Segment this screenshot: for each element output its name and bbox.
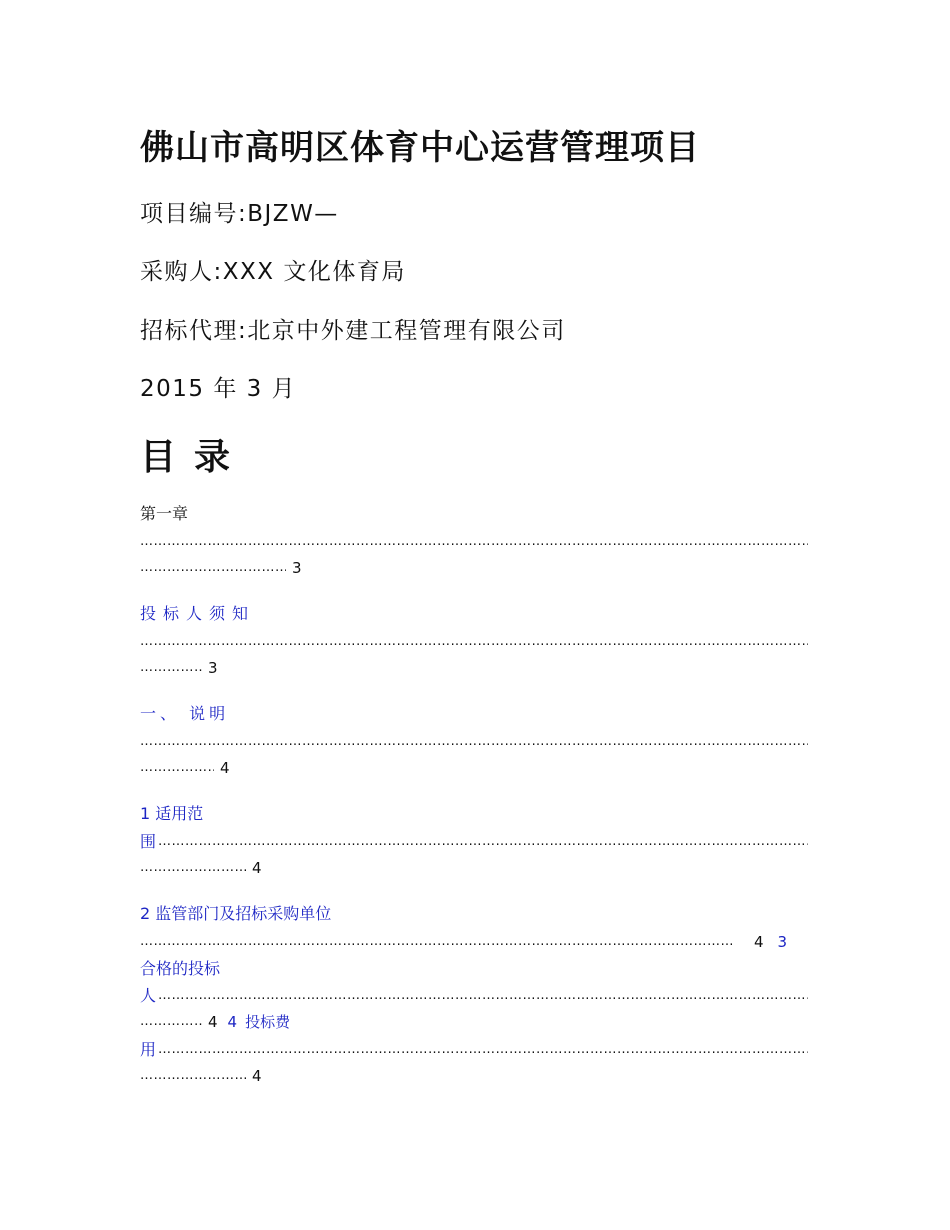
toc-leader-dots (158, 986, 808, 1006)
document-title: 佛山市高明区体育中心运营管理项目 (140, 128, 700, 168)
toc-entry-scope[interactable] (140, 803, 203, 825)
toc-page-number: 4 (252, 1067, 262, 1085)
toc-leader-dots (140, 558, 286, 578)
toc-entry-label: 一、 说明 (140, 704, 230, 723)
toc-entry-explanation[interactable] (140, 703, 229, 725)
toc-page-number: 3 (208, 659, 218, 677)
toc-entry-label: 投标人须知 (140, 604, 256, 623)
toc-entry-qualified-bidder[interactable] (140, 958, 220, 980)
toc-leader-dots (158, 1040, 808, 1060)
toc-leader-dots (140, 932, 748, 952)
toc-entry-label[interactable]: 投标费 (245, 1013, 291, 1031)
document-date: 2015 年 3 月 (140, 376, 297, 402)
toc-page-number: 4 (754, 933, 764, 951)
toc-entry-label: 第一章 (140, 504, 189, 523)
toc-entry-tail (140, 558, 302, 578)
purchaser: 采购人:XXX 文化体育局 (140, 259, 406, 285)
bidding-agent: 招标代理:北京中外建工程管理有限公司 (140, 318, 566, 344)
toc-entry-label-continued[interactable]: 围 (140, 832, 157, 851)
toc-leader-dots (140, 1066, 246, 1086)
toc-entry-number[interactable]: 4 (227, 1013, 238, 1031)
toc-leader-dots (140, 1012, 202, 1032)
toc-entry-bidder-instructions[interactable] (140, 603, 255, 625)
toc-entry-label: 合格的投标 (140, 959, 221, 978)
toc-page-number: 4 (252, 859, 262, 877)
toc-leader-dots (140, 732, 808, 752)
toc-leader-dots (158, 832, 808, 852)
toc-page-number: 4 (208, 1013, 218, 1031)
toc-entry-tail (140, 658, 218, 678)
toc-entry-label: 1 适用范 (140, 804, 204, 823)
toc-entry-tail (140, 1012, 290, 1032)
toc-entry-tail (140, 858, 262, 878)
toc-entry-label-continued[interactable]: 用 (140, 1040, 157, 1059)
toc-page-number: 4 (220, 759, 230, 777)
toc-entry-label: 2 监管部门及招标采购单位 (140, 904, 332, 923)
toc-entry-supervision[interactable] (140, 903, 331, 925)
project-number: 项目编号:BJZW— (140, 201, 339, 227)
toc-entry-number[interactable]: 3 (777, 933, 788, 951)
toc-leader-dots (140, 658, 202, 678)
toc-heading: 目录 (140, 437, 249, 478)
toc-page-number: 3 (292, 559, 302, 577)
toc-entry-chapter-one[interactable] (140, 503, 188, 525)
toc-entry-tail (140, 932, 787, 952)
toc-entry-label-continued[interactable]: 人 (140, 986, 157, 1005)
toc-leader-dots (140, 632, 808, 652)
toc-entry-tail (140, 1066, 262, 1086)
toc-leader-dots (140, 758, 214, 778)
toc-leader-dots (140, 858, 246, 878)
toc-leader-dots (140, 532, 808, 552)
toc-entry-tail (140, 758, 230, 778)
